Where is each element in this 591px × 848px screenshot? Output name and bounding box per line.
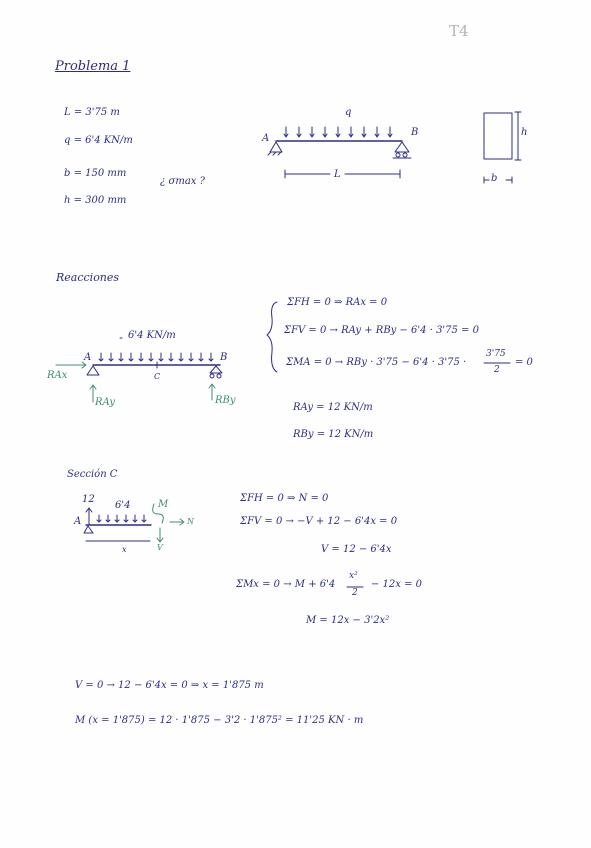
- reacciones-eq-ma-denominator: 2: [494, 365, 500, 375]
- beam-diagram: [268, 127, 411, 178]
- rax-arrow: [56, 362, 86, 368]
- seccion-eq-mx-end: − 12x = 0: [371, 579, 423, 590]
- seccion-eq-fv: ΣFV = 0 → −V + 12 − 6'4x = 0: [240, 516, 398, 527]
- final-zero-shear: V = 0 → 12 − 6'4x = 0 ⇒ x = 1'875 m: [75, 680, 264, 691]
- reacciones-eq-fh: ΣFH = 0 ⇒ RAx = 0: [287, 297, 388, 308]
- seccion-eq-mx: ΣMx = 0 → M + 6'4: [236, 579, 336, 590]
- section-shear-arrow: [157, 528, 163, 542]
- reaction-rby-result: RBy = 12 KN/m: [293, 429, 374, 440]
- span-dimension: [285, 170, 400, 178]
- diagram1-L-label: L: [334, 169, 341, 180]
- diagram1-q-label: q: [345, 107, 352, 118]
- seccion-eq-mx-denominator: 2: [352, 588, 358, 598]
- seccion-A-label: A: [74, 516, 82, 527]
- section-diagram: [84, 504, 184, 542]
- cross-section: [484, 112, 521, 183]
- section-b-label: b: [491, 173, 498, 184]
- section-normal-arrow: [170, 519, 184, 525]
- seccion-N-label: N: [187, 517, 194, 526]
- page-number: T4: [449, 22, 469, 40]
- reaction-ray-result: RAy = 12 KN/m: [293, 402, 373, 413]
- section-reaction-arrow: [86, 508, 92, 524]
- problem-title: Problema 1: [55, 59, 131, 74]
- seccion-load-label: 6'4: [115, 500, 131, 511]
- reacciones-load-label: 6'4 KN/m: [128, 330, 176, 341]
- seccion-heading: Sección C: [67, 469, 118, 480]
- rby-arrow: [209, 384, 215, 400]
- seccion-eq-v: V = 12 − 6'4x: [321, 544, 392, 555]
- seccion-M-label: M: [158, 499, 169, 510]
- distributed-load-arrows: [284, 127, 392, 137]
- section-h-label: h: [521, 127, 528, 138]
- reactions-pin-A: [87, 366, 99, 375]
- reacciones-A-label: A: [84, 352, 92, 363]
- reactions-beam: [56, 338, 222, 402]
- question: ¿ σmax ?: [160, 176, 205, 187]
- final-max-moment: M (x = 1'875) = 12 · 1'875 − 3'2 · 1'875² = 11'25 KN · m: [75, 715, 364, 726]
- reactions-load-arrows: [99, 353, 213, 361]
- reacciones-B-label: B: [220, 352, 228, 363]
- equation-brace: [267, 302, 277, 372]
- reacciones-eq-ma-end: = 0: [515, 357, 533, 368]
- reacciones-heading: Reacciones: [56, 271, 120, 284]
- reacciones-eq-fv: ΣFV = 0 → RAy + RBy − 6'4 · 3'75 = 0: [284, 325, 480, 336]
- given-height: h = 300 mm: [64, 195, 127, 206]
- reacciones-eq-ma-numerator: 3'75: [486, 349, 506, 359]
- seccion-eq-fh: ΣFH = 0 ⇒ N = 0: [240, 493, 329, 504]
- diagram1-B-label: B: [411, 127, 419, 138]
- seccion-reaction-label: 12: [82, 494, 95, 505]
- given-load: q = 6'4 KN/m: [64, 135, 133, 146]
- reacciones-C-label: C: [154, 372, 161, 381]
- diagram1-A-label: A: [262, 133, 270, 144]
- roller-support-B: [395, 142, 409, 152]
- section-pin-A: [84, 526, 93, 533]
- section-cut: [153, 504, 164, 523]
- pin-support-A: [268, 142, 282, 155]
- seccion-V-label: V: [157, 543, 163, 552]
- ray-label: RAy: [95, 397, 115, 408]
- given-length: L = 3'75 m: [64, 107, 120, 118]
- section-load-arrows: [97, 515, 146, 522]
- seccion-eq-m: M = 12x − 3'2x²: [306, 615, 390, 626]
- seccion-eq-mx-numerator: x²: [349, 571, 358, 581]
- seccion-x-label: x: [122, 545, 127, 554]
- rax-label: RAx: [47, 370, 68, 381]
- given-width: b = 150 mm: [64, 168, 127, 179]
- reactions-roller-B: [210, 366, 222, 373]
- reacciones-eq-ma: ΣMA = 0 → RBy · 3'75 − 6'4 · 3'75 ·: [286, 357, 467, 368]
- rby-label: RBy: [215, 395, 236, 406]
- ray-arrow: [90, 385, 96, 402]
